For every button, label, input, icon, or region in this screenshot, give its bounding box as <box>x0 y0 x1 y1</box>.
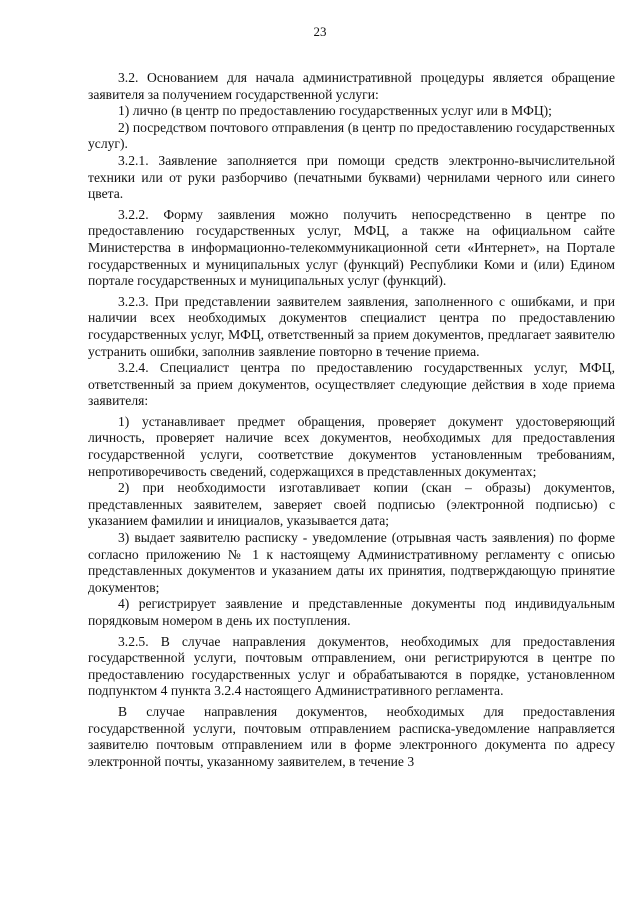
list-item-4: 4) регистрирует заявление и представленные документы под индивидуальным порядковым номером в день их поступления. <box>88 596 615 628</box>
paragraph-3-2-1: 3.2.1. Заявление заполняется при помощи средств электронно-вычислительной техники или от руки разборчиво (печатными буквами) чернилами черного или синего цвета. <box>88 152 615 202</box>
list-item-3: 3) выдает заявителю расписку - уведомление (отрывная часть заявления) по форме согласно приложению № 1 к настоящему Административному регламенту с описью представленных документов и указанием даты их принятия, подтверждающую принятие документов; <box>88 530 615 595</box>
paragraph-3-2-4: 3.2.4. Специалист центра по предоставлению государственных услуг, МФЦ, ответственный за прием документов, осуществляет следующие действия в ходе приема заявителя: <box>88 360 615 409</box>
list-item-2: 2) при необходимости изготавливает копии (скан – образы) документов, представленных заявителем, заверяет своей подписью (электронной подписью) с указанием фамилии и инициалов, указывается дата; <box>88 480 615 529</box>
list-item-1: 1) лично (в центр по предоставлению государственных услуг или в МФЦ); <box>118 103 552 119</box>
document-body <box>88 70 615 770</box>
list-item-1: 1) устанавливает предмет обращения, проверяет документ удостоверяющий личность, проверяет наличие всех документов, необходимых для предоставления государственной услуги, соответствие документов установленным требованиям, непротиворечивость сведений, содержащихся в представленных документах; <box>88 413 615 479</box>
paragraph-postal-receipt: В случае направления документов, необходимых для предоставления государственной услуги, почтовым отправлением расписка-уведомление направляется заявителю почтовым отправлением или в форме электронного документа по адресу электронной почты, указанному заявителем, в течение 3 <box>88 703 615 769</box>
paragraph-3-2-2: 3.2.2. Форму заявления можно получить непосредственно в центре по предоставлению государственных услуг, МФЦ, а также на официальном сайте Министерства в информационно-телекоммуникационной сети «Интернет», на Портале государственных и муниципальных услуг (функций) Республики Коми и (или) Едином портале государственных и муниципальных услуг (функций). <box>88 206 615 289</box>
page-number: 23 <box>313 24 327 39</box>
paragraph-3-2-5: 3.2.5. В случае направления документов, необходимых для предоставления государственной услуги, почтовым отправлением, они регистрируются в центре по предоставлению государственных услуг и обрабатываются в порядке, установленном подпунктом 4 пункта 3.2.4 настоящего Административного регламента. <box>88 633 615 699</box>
paragraph-3-2: 3.2. Основанием для начала административной процедуры является обращение заявителя за получением государственной услуги: <box>88 70 615 102</box>
list-item-2: 2) посредством почтового отправления (в центр по предоставлению государственных услуг). <box>88 119 615 152</box>
paragraph-3-2-3: 3.2.3. При представлении заявителем заявления, заполненного с ошибками, и при наличии всех необходимых документов специалист центра по предоставлению государственных услуг, МФЦ, ответственный за прием документов, предлагает заявителю устранить ошибки, заполнив заявление повторно в течение приема. <box>88 293 615 359</box>
